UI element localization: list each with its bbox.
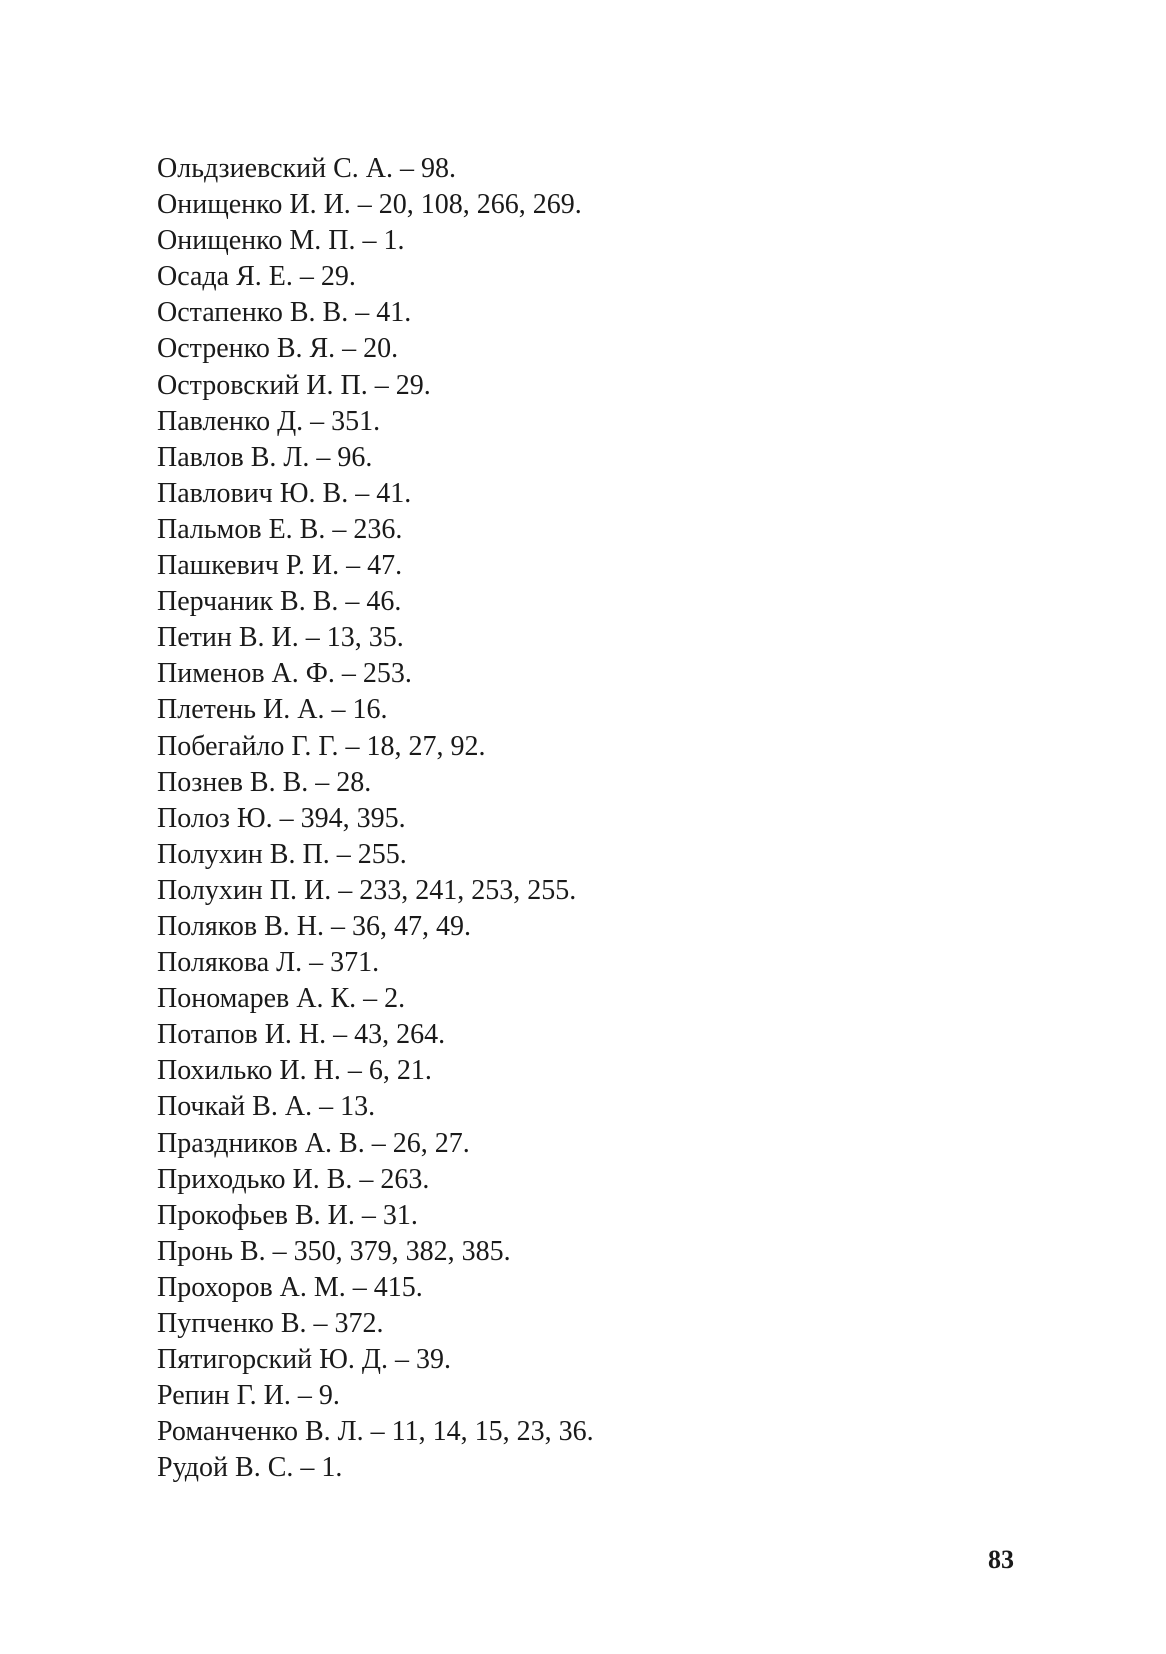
index-entry: Павленко Д. – 351. (157, 405, 381, 437)
index-entry: Рудой В. С. – 1. (157, 1452, 343, 1484)
index-entry: Павлович Ю. В. – 41. (157, 477, 412, 509)
index-entry: Остренко В. Я. – 20. (157, 333, 399, 365)
index-entry: Полякова Л. – 371. (157, 947, 380, 979)
index-entry: Пономарев А. К. – 2. (157, 983, 406, 1015)
index-entry: Побегайло Г. Г. – 18, 27, 92. (157, 730, 486, 762)
index-entry: Пальмов Е. В. – 236. (157, 513, 403, 545)
name-index-list (157, 151, 1057, 1486)
index-entry: Почкай В. А. – 13. (157, 1091, 376, 1123)
index-entry: Приходько И. В. – 263. (157, 1163, 430, 1195)
index-entry: Онищенко М. П. – 1. (157, 225, 405, 257)
index-entry: Полухин П. И. – 233, 241, 253, 255. (157, 874, 577, 906)
index-entry: Осада Я. Е. – 29. (157, 261, 356, 293)
index-entry: Пименов А. Ф. – 253. (157, 658, 412, 690)
index-entry: Пронь В. – 350, 379, 382, 385. (157, 1235, 511, 1267)
index-entry: Ольдзиевский С. А. – 98. (157, 153, 456, 184)
index-entry: Павлов В. Л. – 96. (157, 441, 373, 473)
index-entry: Прокофьев В. И. – 31. (157, 1199, 418, 1231)
index-entry: Островский И. П. – 29. (157, 369, 431, 401)
index-entry: Репин Г. И. – 9. (157, 1380, 340, 1412)
index-entry: Остапенко В. В. – 41. (157, 297, 412, 329)
page-number: 83 (988, 1545, 1014, 1574)
index-entry: Полухин В. П. – 255. (157, 838, 407, 870)
index-entry: Поляков В. Н. – 36, 47, 49. (157, 910, 472, 942)
index-entry: Романченко В. Л. – 11, 14, 15, 23, 36. (157, 1416, 594, 1448)
index-entry: Полоз Ю. – 394, 395. (157, 802, 406, 834)
index-entry: Пятигорский Ю. Д. – 39. (157, 1344, 451, 1376)
index-entry: Пупченко В. – 372. (157, 1308, 384, 1339)
index-entry: Похилько И. Н. – 6, 21. (157, 1055, 432, 1087)
index-entry: Перчаник В. В. – 46. (157, 586, 402, 618)
index-entry: Пашкевич Р. И. – 47. (157, 550, 403, 582)
index-entry: Онищенко И. И. – 20, 108, 266, 269. (157, 189, 582, 221)
index-entry: Познев В. В. – 28. (157, 766, 372, 798)
index-entry: Плетень И. А. – 16. (157, 694, 388, 726)
index-entry: Петин В. И. – 13, 35. (157, 622, 404, 654)
index-entry: Потапов И. Н. – 43, 264. (157, 1019, 446, 1051)
index-entry: Праздников А. В. – 26, 27. (157, 1127, 470, 1159)
index-entry: Прохоров А. М. – 415. (157, 1271, 423, 1303)
